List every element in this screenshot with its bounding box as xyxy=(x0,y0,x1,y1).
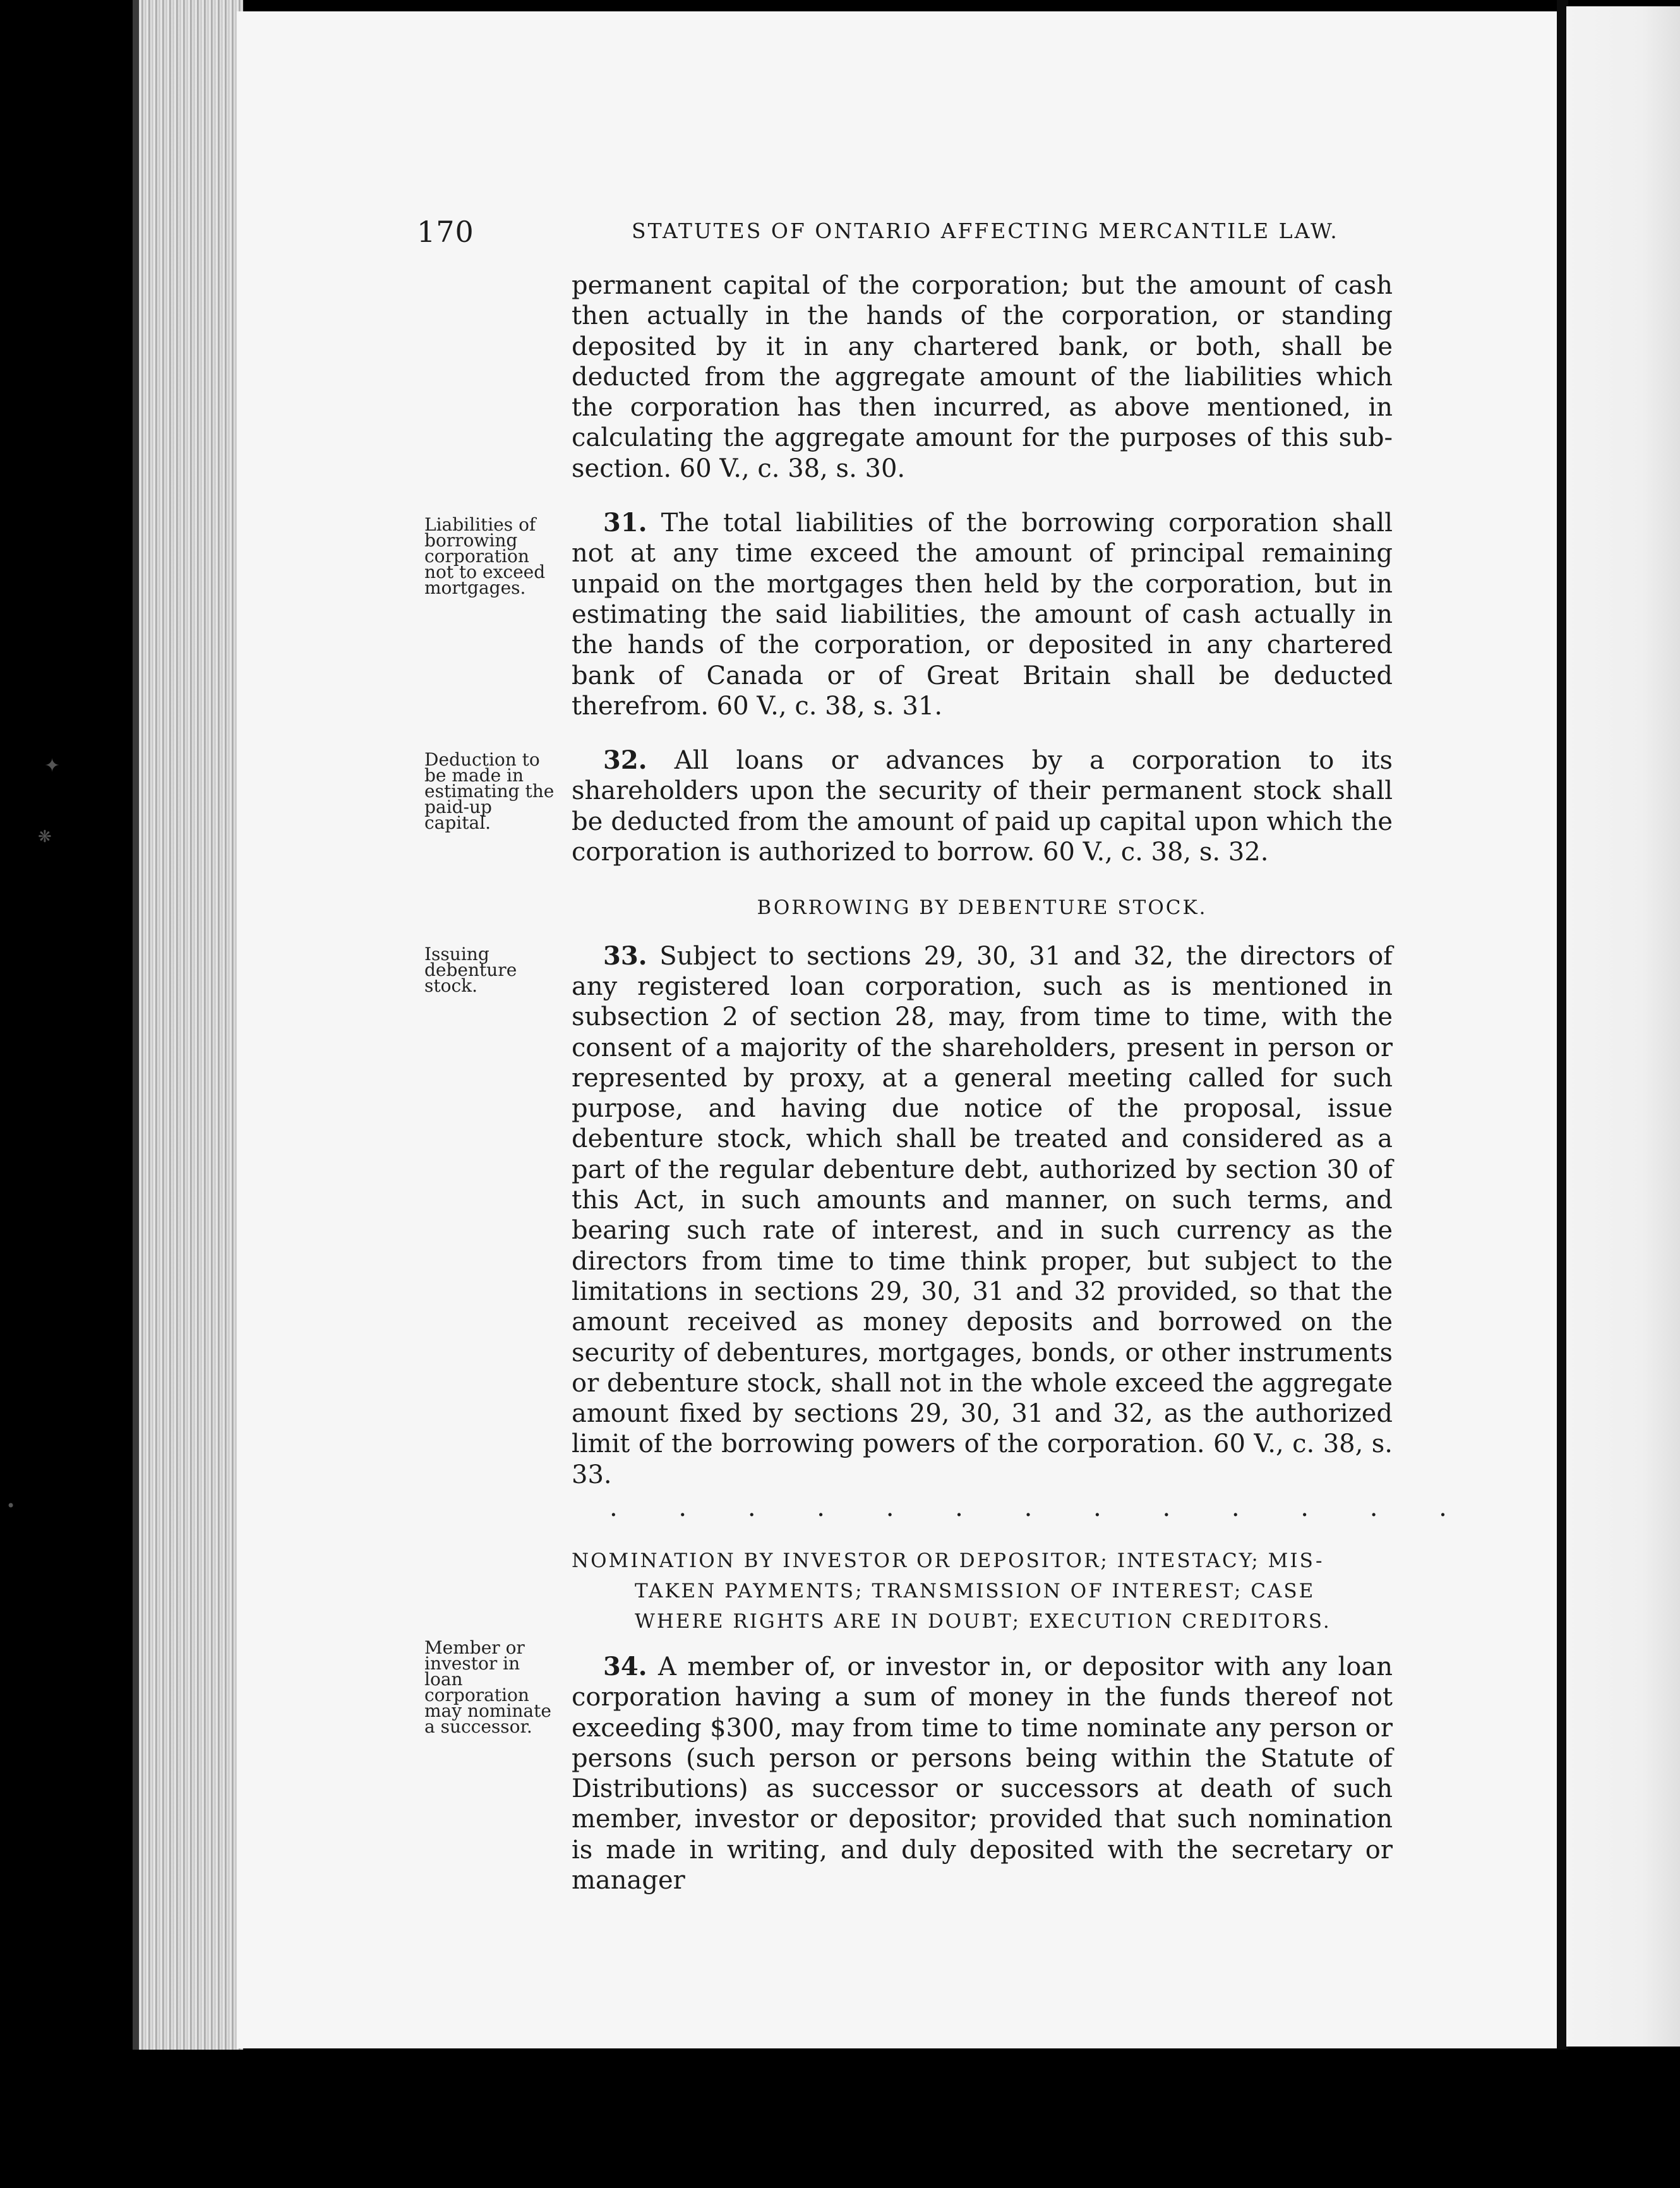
paragraph-continued: permanent capital of the corporation; but the amount of cash then actually in the hands of the corporation, or standing deposited by it in any chartered bank, or both, shall be deducted from the aggregate amount of the liabilities which the corporation has then incurred, as above mentioned, in calculating the aggregate amount for the purposes of this sub-section. 60 V., c. 38, s. 30. xyxy=(572,271,1393,483)
page-header xyxy=(417,215,1386,253)
sidenote-s34: Member or investor in loan corporation may nominate a successor. xyxy=(424,1637,551,1737)
heading-line: WHERE RIGHTS ARE IN DOUBT; EXECUTION CREDITORS. xyxy=(635,1609,1331,1633)
section-text: Subject to sections 29, 30, 31 and 32, the directors of any registered loan corporation, such as is mentioned in subsection 2 of section 28, may, from time to time, with the consent of a majority of the shareholders, present in person or represented by proxy, at a general meeting called for such purpose, and having due notice of the proposal, issue debenture stock, which shall be treated and considered as a part of the regular debenture debt, authorized by section 30 of this Act, in such amounts and manner, on such terms, and bearing such rate of interest, and in such currency as the directors from time to time think proper, but subject to the limitations in sections 29, 30, 31 and 32 provided, so that the amount received as money deposits and borrowed on the security of debentures, mortgages, bonds, or other instruments or debenture stock, shall not in the whole exceed the aggregate amount fixed by sections 29, 30, 31 and 32, as the authorized limit of the borrowing powers of the corporation. 60 V., c. 38, s. 33. xyxy=(572,941,1393,1489)
page-body xyxy=(572,270,1473,1896)
heading-debenture-stock: BORROWING BY DEBENTURE STOCK. xyxy=(757,896,1208,920)
section-number: 32. xyxy=(603,745,647,776)
section-34 xyxy=(572,1652,1393,1896)
section-text: All loans or advances by a corporation to its shareholders upon the security of their permanent stock shall be deducted from the amount of paid up capital upon which the corporation is authorized to borrow. 60 V., c. 38, s. 32. xyxy=(572,746,1393,867)
section-text: A member of, or investor in, or depositor with any loan corporation having a sum of money in the funds thereof not exceeding $300, may from time to time nominate any person or persons (such person or persons being within the Statute of Distributions) as successor or successors at death of such member, investor or depositor; provided that such nomination is made in writing, and duly deposited with the secretary or manager xyxy=(572,1652,1393,1896)
sidenote-s31: Liabilities of borrowing corporation not to exceed mortgages. xyxy=(424,514,546,598)
page-edges xyxy=(139,0,243,2050)
page-number: 170 xyxy=(417,215,474,249)
heading-line: NOMINATION BY INVESTOR OR DEPOSITOR; INTESTACY; MIS- xyxy=(572,1549,1324,1572)
heading-line: TAKEN PAYMENTS; TRANSMISSION OF INTEREST; CASE xyxy=(635,1579,1316,1602)
scan-speck: • xyxy=(6,1497,16,1515)
scan-speck: ✦ xyxy=(44,755,61,777)
scan-speck: ❋ xyxy=(38,827,52,846)
section-32 xyxy=(572,745,1393,867)
running-head: STATUTES OF ONTARIO AFFECTING MERCANTILE LAW. xyxy=(632,219,1339,243)
section-number: 34. xyxy=(603,1651,647,1681)
heading-nomination xyxy=(572,1546,1393,1637)
ellipsis-row: . . . . . . . . . . . . . xyxy=(609,1493,1473,1522)
sidenote-s32: Deduction to be made in estimating the paid-up capital. xyxy=(424,749,555,833)
section-33 xyxy=(572,941,1393,1490)
section-31 xyxy=(572,508,1393,721)
section-number: 31. xyxy=(603,508,647,538)
section-number: 33. xyxy=(603,941,647,971)
facing-page xyxy=(1566,6,1680,2047)
sidenote-s33: Issuing debenture stock. xyxy=(424,944,517,996)
section-text: The total liabilities of the borrowing corporation shall not at any time exceed the amount of principal remaining unpaid on the mortgages then held by the corporation, but in estimating the said liabilities, the amount of cash actually in the hands of the corporation, or deposited in any chartered bank of Canada or of Great Britain shall be deducted therefrom. 60 V., c. 38, s. 31. xyxy=(572,508,1393,721)
